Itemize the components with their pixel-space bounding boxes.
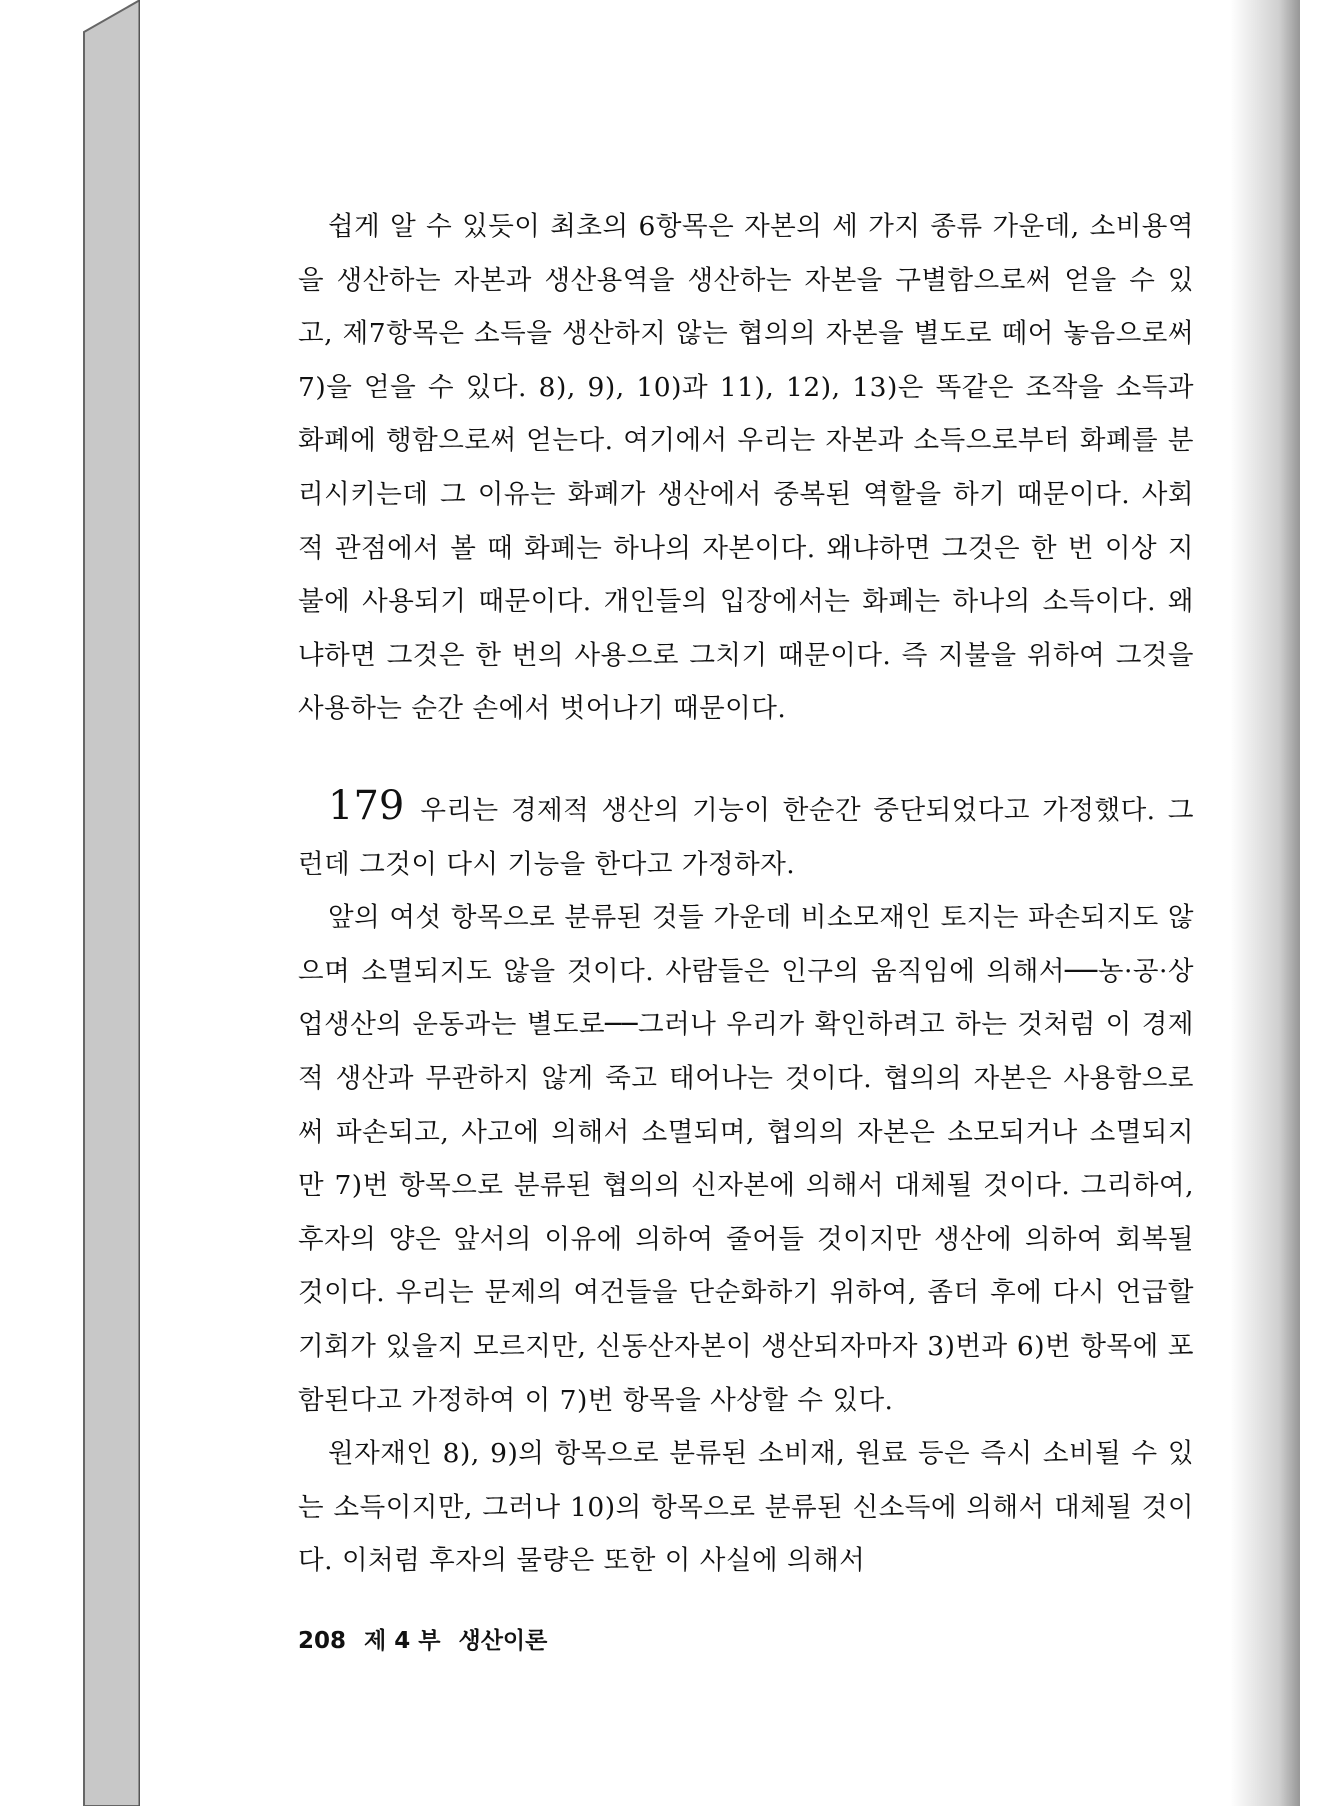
section-number: 179 [328,783,405,829]
page-edge-shadow [1230,0,1300,1806]
section-179 [298,780,1194,1588]
page-footer [298,1622,565,1655]
page-number: 208 [298,1628,347,1654]
body-text-top [298,200,1194,736]
paragraph-1: 쉽게 알 수 있듯이 최초의 6항목은 자본의 세 가지 종류 가운데, 소비용역을 생산하는 자본과 생산용역을 생산하는 자본을 구별함으로써 얻을 수 있고, 제7항목은 소득을 생산하지 않는 협의의 자본을 별도로 떼어 놓음으로써 7)을 얻을 수 있다. 8), 9), 10)과 11), 12), 13)은 똑같은 조작을 소득과 화폐에 행함으로써 얻는다. 여기에서 우리는 자본과 소득으로부터 화폐를 분리시키는데 그 이유는 화폐가 생산에서 중복된 역할을 하기 때문이다. 사회적 관점에서 볼 때 화폐는 하나의 자본이다. 왜냐하면 그것은 한 번 이상 지불에 사용되기 때문이다. 개인들의 입장에서는 화폐는 하나의 소득이다. 왜냐하면 그것은 한 번의 사용으로 그치기 때문이다. 즉 지불을 위하여 그것을 사용하는 순간 손에서 벗어나기 때문이다. [298,211,1194,725]
section-text: 우리는 경제적 생산의 기능이 한순간 중단되었다고 가정했다. 그런데 그것이 다시 기능을 한다고 가정하자. [298,795,1194,880]
part-title: 생산이론 [458,1628,548,1654]
part-label: 제 4 부 [364,1628,441,1654]
paragraph-3: 원자재인 8), 9)의 항목으로 분류된 소비재, 원료 등은 즉시 소비될 수 있는 소득이지만, 그러나 10)의 항목으로 분류된 신소득에 의해서 대체될 것이다. 이처럼 후자의 물량은 또한 이 사실에 의해서 [298,1438,1194,1577]
paragraph-2: 앞의 여섯 항목으로 분류된 것들 가운데 비소모재인 토지는 파손되지도 않으며 소멸되지도 않을 것이다. 사람들은 인구의 움직임에 의해서──농·공·상업생산의 운동과는 별도로──그러나 우리가 확인하려고 하는 것처럼 이 경제적 생산과 무관하지 않게 죽고 태어나는 것이다. 협의의 자본은 사용함으로써 파손되고, 사고에 의해서 소멸되며, 협의의 자본은 소모되거나 소멸되지만 7)번 항목으로 분류된 협의의 신자본에 의해서 대체될 것이다. 그리하여, 후자의 양은 앞서의 이유에 의하여 줄어들 것이지만 생산에 의하여 회복될 것이다. 우리는 문제의 여건들을 단순화하기 위하여, 좀더 후에 다시 언급할 기회가 있을지 모르지만, 신동산자본이 생산되자마자 3)번과 6)번 항목에 포함된다고 가정하여 이 7)번 항목을 사상할 수 있다. [298,902,1194,1416]
section-paragraph [298,780,1194,891]
